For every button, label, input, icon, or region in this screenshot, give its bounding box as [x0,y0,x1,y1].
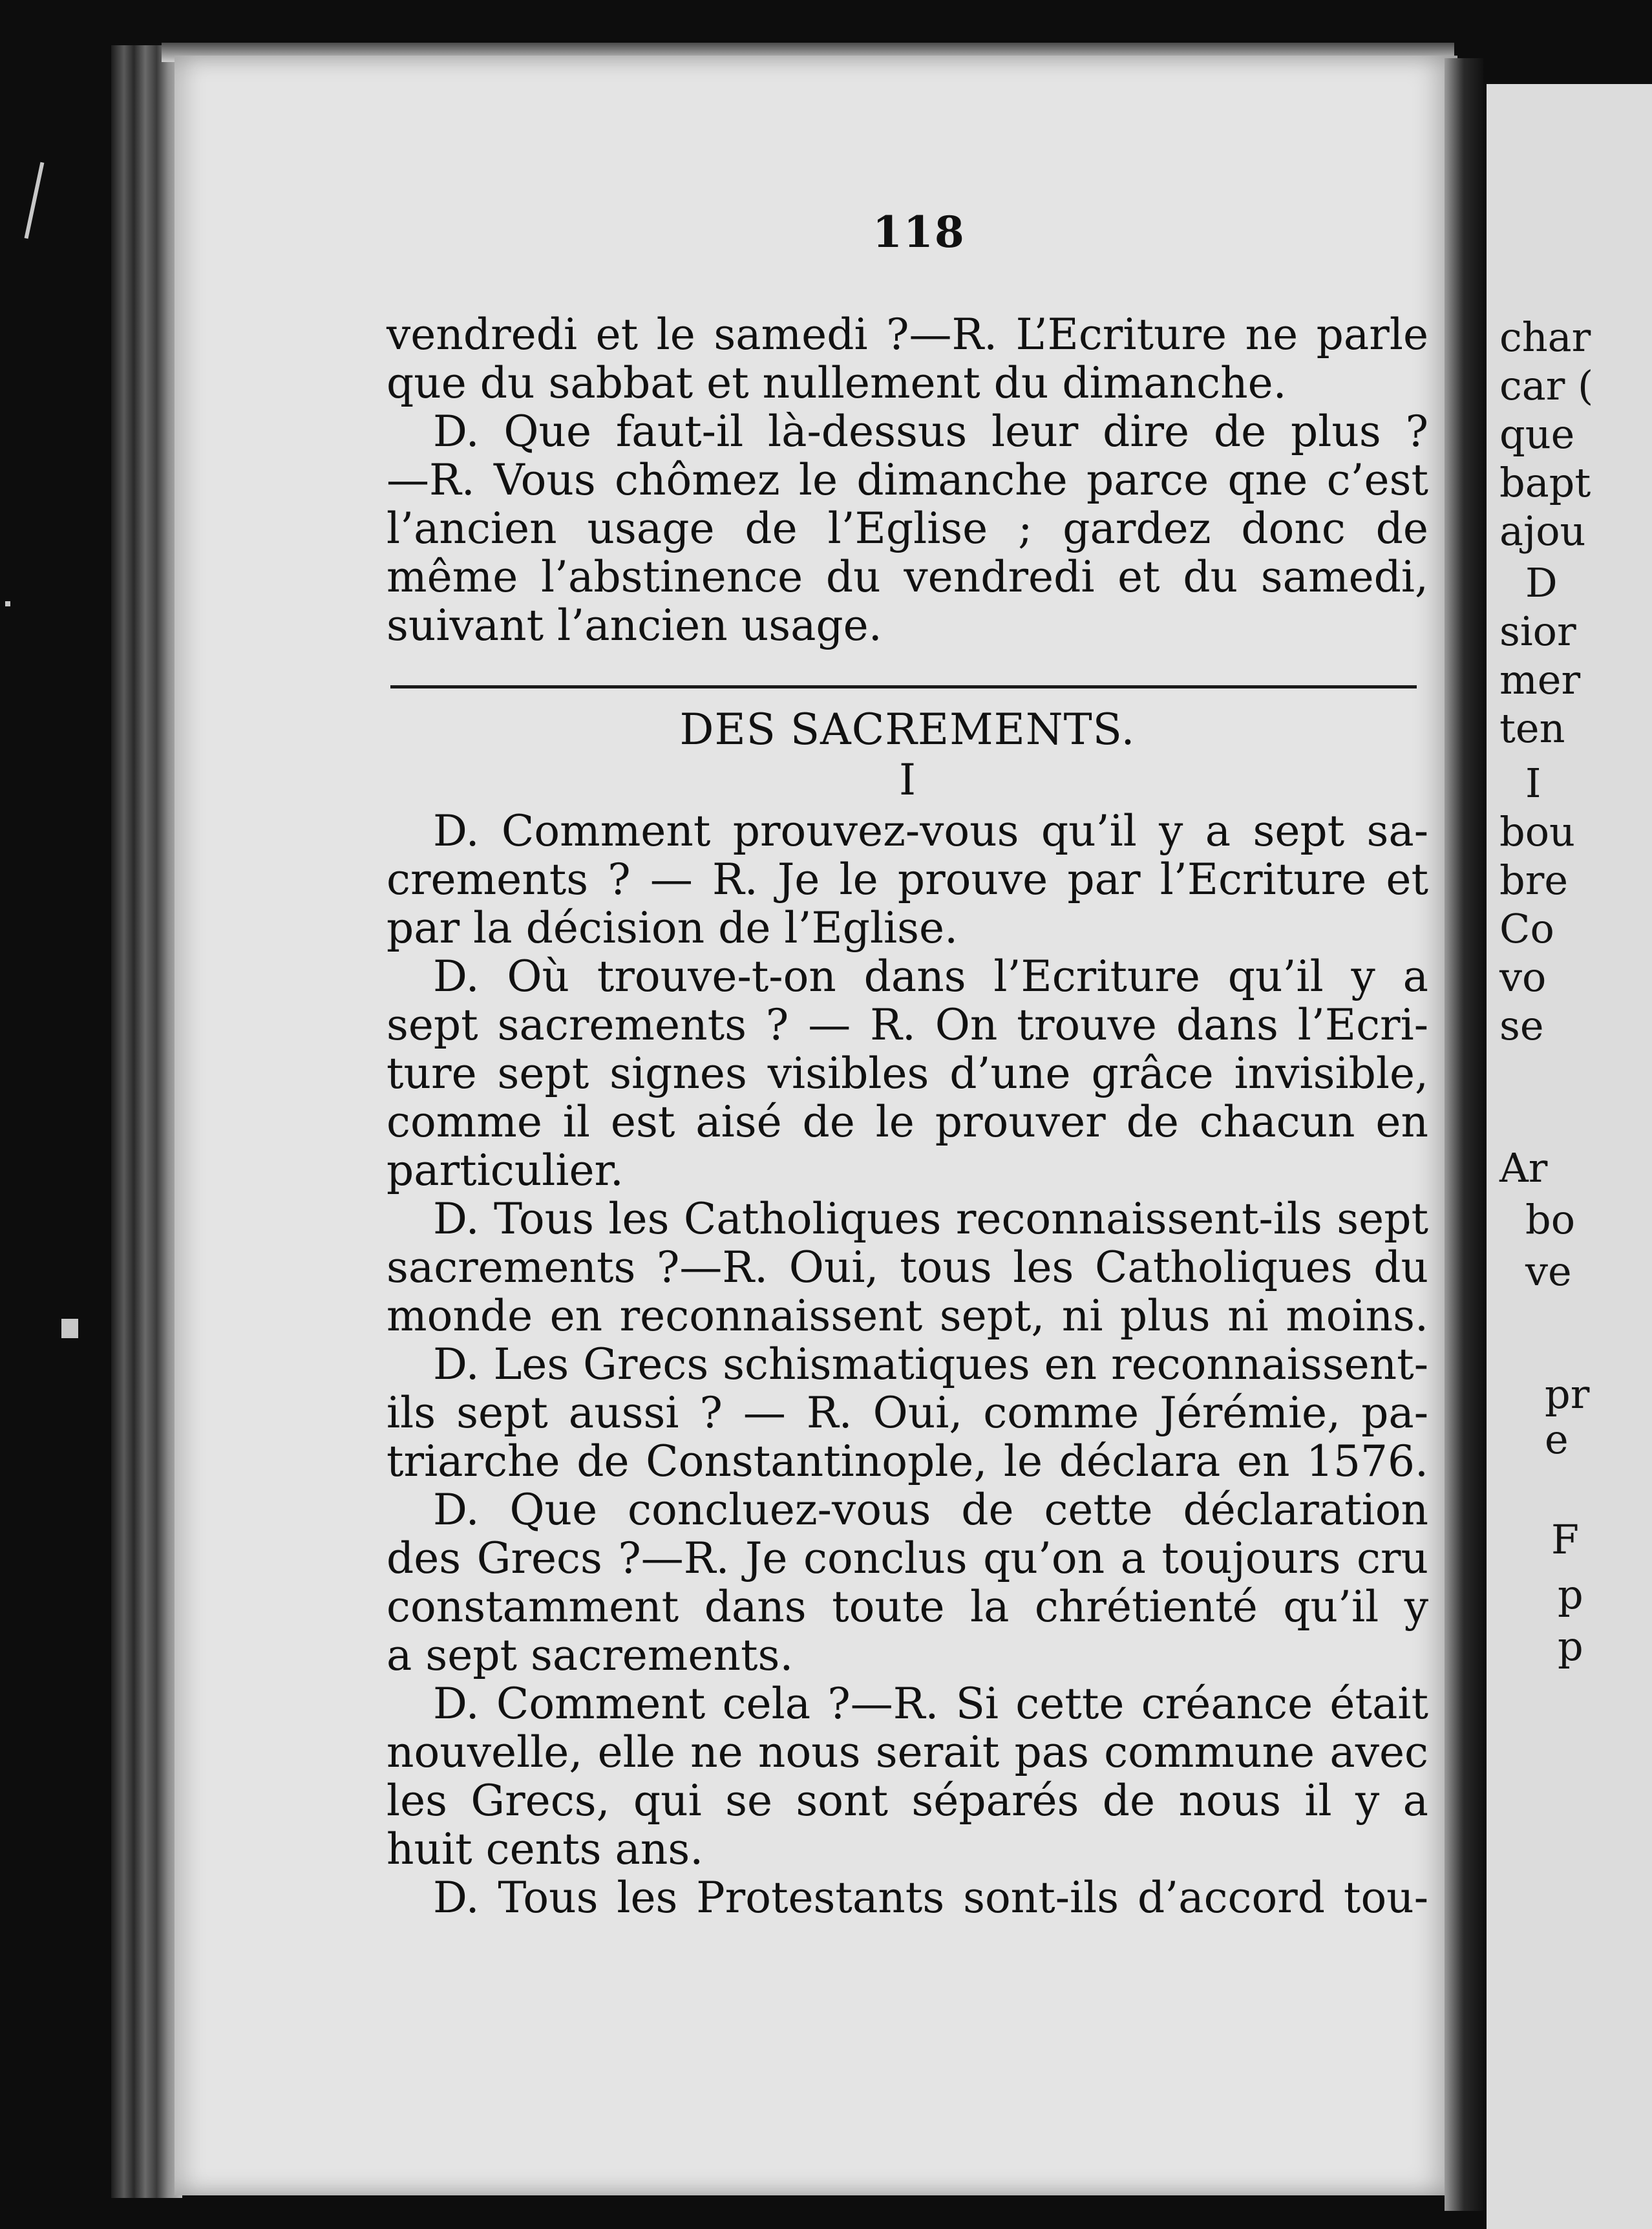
text-line: a sept sacrements. [387,1630,794,1680]
text-line: D. Où trouve-t-on dans l’Ecriture qu’il y a [433,952,1428,1001]
facing-page-fragment: ajou [1499,507,1586,555]
text-line: constamment dans toute la chrétienté qu’il y [387,1582,1428,1632]
text-line: des Grecs ?—R. Je conclus qu’on a toujours cru [387,1533,1428,1583]
text-line: D. Que faut-il là-dessus leur dire de plus ? [433,407,1428,456]
text-line: particulier. [387,1146,624,1195]
text-line: D. Tous les Catholiques reconnaissent-ils sept [433,1194,1428,1244]
book-page-right [1487,84,1652,2229]
facing-page-fragment: D [1525,559,1558,606]
facing-page-fragment: bre [1499,857,1569,904]
text-line: suivant l’ancien usage. [387,601,882,650]
facing-page-fragment: sior [1499,608,1576,655]
text-line: D. Les Grecs schismatiques en reconnaissent- [433,1339,1428,1389]
facing-page-fragment: bo [1525,1196,1576,1243]
text-line: D. Que concluez-vous de cette déclaration [433,1485,1428,1535]
facing-page-fragment: que [1499,411,1575,458]
facing-page-fragment: bapt [1499,459,1591,506]
scan-mark [25,162,45,239]
text-line: par la décision de l’Eglise. [387,903,958,953]
facing-page-fragment: Co [1499,905,1554,952]
text-line: l’ancien usage de l’Eglise ; gardez donc de [387,504,1428,553]
text-line: crements ? — R. Je le prouve par l’Ecriture et [387,855,1428,904]
section-title: DES SACREMENTS. [679,705,1136,754]
section-divider [390,685,1417,688]
text-line: ils sept aussi ? — R. Oui, comme Jérémie, pa- [387,1388,1428,1438]
text-line: même l’abstinence du vendredi et du samedi, [387,552,1428,602]
facing-page-fragment: vo [1499,954,1547,1001]
book-gutter [1445,58,1483,2211]
text-line: que du sabbat et nullement du dimanche. [387,358,1287,408]
text-line: sept sacrements ? — R. On trouve dans l’Ecri- [387,1000,1428,1050]
text-line: triarche de Constantinople, le déclara en 1576. [387,1436,1428,1486]
text-line: sacrements ?—R. Oui, tous les Catholiques du [387,1242,1428,1292]
facing-page-fragment: bou [1499,808,1575,855]
text-line: ture sept signes visibles d’une grâce invisible, [387,1049,1428,1098]
facing-page-fragment: se [1499,1002,1544,1049]
text-line: huit cents ans. [387,1824,704,1874]
text-line: D. Comment cela ?—R. Si cette créance était [433,1679,1428,1729]
text-line: D. Tous les Protestants sont-ils d’accord tou- [433,1873,1428,1923]
text-line: comme il est aisé de le prouver de chacun en [387,1097,1428,1147]
facing-page-fragment: car ( [1499,362,1594,409]
text-line: les Grecs, qui se sont séparés de nous il y a [387,1776,1428,1826]
body-text [387,807,1428,1922]
scan-mark [61,1319,78,1338]
facing-page-fragment: Ar [1499,1144,1548,1191]
facing-page-fragment: F [1551,1516,1580,1563]
page-number: 118 [873,207,966,257]
section-numeral: I [898,755,916,805]
facing-page-fragment: I [1525,760,1541,807]
text-line: monde en reconnaissent sept, ni plus ni moins. [387,1291,1428,1341]
facing-page-fragment: p [1558,1623,1583,1670]
text-line: vendredi et le samedi ?—R. L’Ecriture ne parle [387,310,1428,359]
scan-mark [5,601,10,606]
facing-page-fragment: ten [1499,705,1565,752]
facing-page-fragment: p [1558,1571,1583,1618]
facing-page-fragment: e [1545,1416,1569,1463]
book-page-edge [111,45,182,2198]
text-line: —R. Vous chômez le dimanche parce qne c’est [387,455,1428,505]
facing-page-fragment: char [1499,314,1591,361]
facing-page-fragment: pr [1545,1370,1590,1418]
text-line: nouvelle, elle ne nous serait pas commune avec [387,1727,1428,1777]
facing-page-fragment: ve [1525,1248,1572,1295]
top-paragraph [387,310,1428,650]
text-line: D. Comment prouvez-vous qu’il y a sept sa- [433,806,1428,856]
facing-page-fragment: mer [1499,656,1581,703]
